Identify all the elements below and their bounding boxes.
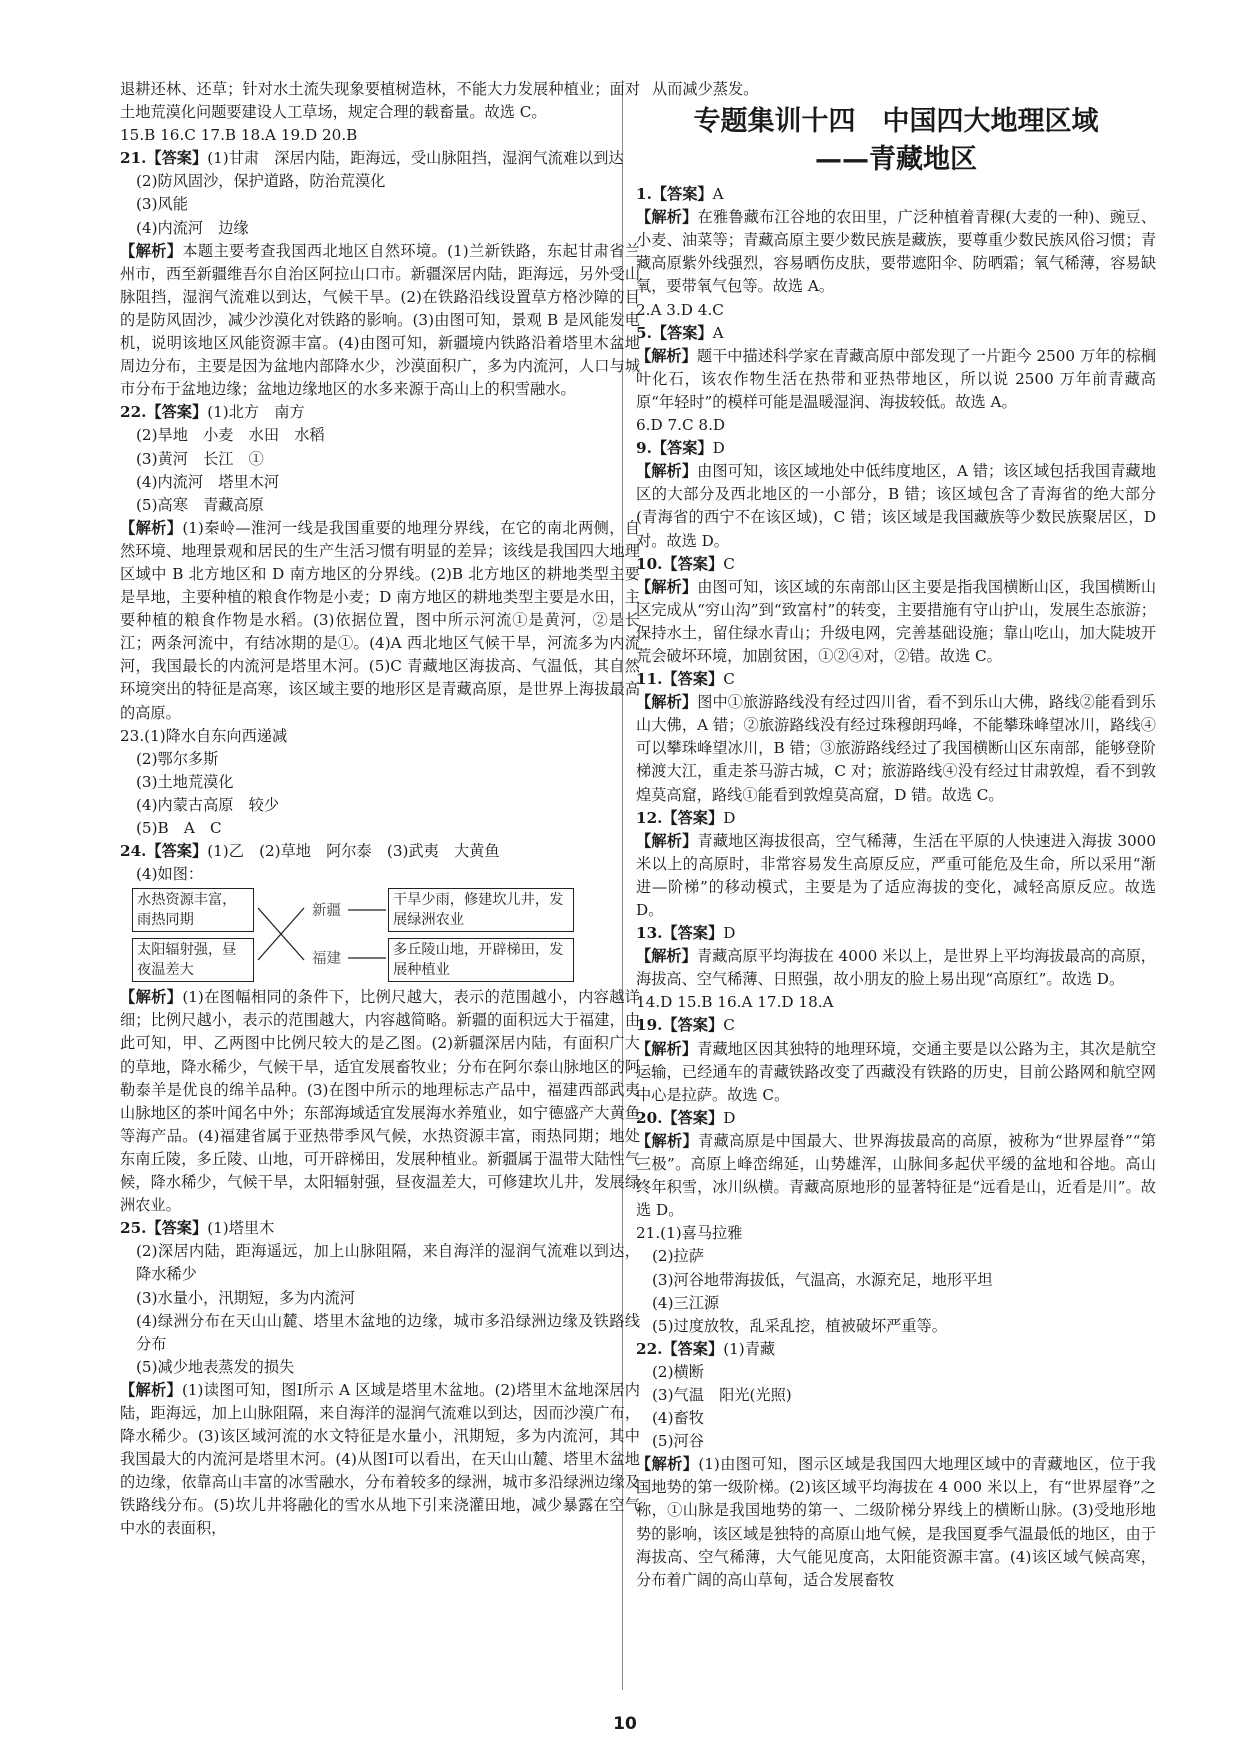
left-column <box>120 78 640 1541</box>
analysis-text: (1)读图可知，图Ⅰ所示 A 区域是塔里木盆地。(2)塔里木盆地深居内陆，距海远，加上山脉阻隔，来自海洋的湿润气流难以到达，因而沙漠广布，降水稀少。(3)该区域河流的水文特征是水量小，汛期短，多为内流河，其中我国最大的内流河是塔里木河。(4)从图Ⅰ可以看出，在天山山麓、塔里木盆地的边缘，依靠高山丰富的冰雪融水，分布着较多的绿洲，城市多沿绿洲边缘及铁路线分布。(5)坎儿井将融化的雪水从地下引来浇灌田地，减少暴露在空气中水的表面积， <box>120 1380 640 1538</box>
answer-tag: 22.【答案】 <box>636 1339 724 1358</box>
answer-line: (2)深居内陆，距海遥远，加上山脉阻隔，来自海洋的湿润气流难以到达，降水稀少 <box>136 1242 640 1284</box>
answer-line: 2.A 3.D 4.C <box>636 300 724 319</box>
diagram-label-fujian: 福建 <box>312 951 341 968</box>
analysis-tag: 【解析】 <box>120 241 183 260</box>
analysis-paragraph <box>636 1453 1156 1592</box>
analysis-text: (1)由图可知，图示区域是我国四大地理区域中的青藏地区，位于我国地势的第一级阶梯。(2)该区域平均海拔在 4 000 米以上，有“世界屋脊”之称，①山脉是我国地势的第一、二级阶梯分界线上的横断山脉。(3)受地形地势的影响，该区域是独特的高原山地气候，是我国夏季气温最低的地区，由于海拔高、空气稀薄，大气能见度高，太阳能资源丰富。(4)该区域气候高寒，分布着广阔的高山草甸，适合发展畜牧 <box>636 1455 1156 1589</box>
answer-line <box>636 183 1156 206</box>
text-paragraph: 退耕还林、还草；针对水土流失现象要植树造林，不能大力发展种植业；面对土地荒漠化问题要建设人工草场，规定合理的载畜量。故选 C。 <box>120 80 640 122</box>
analysis-tag: 【解析】 <box>120 1380 182 1399</box>
right-column <box>636 78 1156 1592</box>
answer-tag: 9.【答案】 <box>636 439 713 458</box>
analysis-paragraph <box>636 460 1156 552</box>
analysis-tag: 【解析】 <box>636 577 698 596</box>
analysis-text: 青藏地区因其独特的地理环境，交通主要是以公路为主，其次是航空运输，已经通车的青藏铁路改变了西藏没有铁路的历史，目前公路网和航空网中心是拉萨。故选 C。 <box>636 1039 1157 1104</box>
answer-line: (3)黄河 长江 ① <box>136 449 264 468</box>
analysis-text: 由图可知，该区域的东南部山区主要是指我国横断山区，我国横断山区完成从“穷山沟”到“致富村”的转变，主要措施有守山护山，发展生态旅游；保持水土，留住绿水青山；升级电网，完善基础设施；靠山吃山，加大陡坡开荒会破坏环境，加剧贫困，①②④对，②错。故选 C。 <box>636 577 1157 665</box>
answer-line: 23.(1)降水自东向西递减 <box>120 726 288 745</box>
analysis-text: (1)秦岭—淮河一线是我国重要的地理分界线，在它的南北两侧，自然环境、地理景观和居民的生产生活习惯有明显的差异；该线是我国四大地理区域中 B 北方地区和 D 南方地区的分界线。(2)B 北方地区的耕地类型主要是旱地，主要种植的粮食作物是小麦；D 南方地区的耕地类型主要是水田，主要种植的粮食作物是水稻。(3)依据位置，图中所示河流①是黄河，②是长江；两条河流中，有结冰期的是①。(4)A 西北地区气候干旱，河流多为内流河，我国最长的内流河是塔里木河。(5)C 青藏地区海拔高、气温低，其自然环境突出的特征是高寒，该区域主要的地形区是青藏高原，是世界上海拔最高的高原。 <box>120 518 640 722</box>
analysis-paragraph <box>120 986 640 1217</box>
analysis-tag: 【解析】 <box>636 1455 699 1474</box>
diagram-label-xinjiang: 新疆 <box>312 903 341 920</box>
answer-line: (2)横断 <box>652 1362 704 1381</box>
analysis-tag: 【解析】 <box>636 346 697 365</box>
analysis-tag: 【解析】 <box>636 831 698 850</box>
analysis-paragraph <box>120 1379 640 1541</box>
analysis-paragraph <box>636 691 1156 806</box>
analysis-text: 题干中描述科学家在青藏高原中部发现了一片距今 2500 万年的棕榈叶化石，该农作物生活在热带和亚热带地区，所以说 2500 万年前青藏高原“年轻时”的模样可能是温暖湿润、海拔较低。故选 A。 <box>636 346 1156 411</box>
analysis-text: 青藏高原平均海拔在 4000 米以上，是世界上平均海拔最高的高原，海拔高、空气稀薄、日照强，故小朋友的脸上易出现“高原红”。故选 D。 <box>636 947 1156 989</box>
answer-line: 6.D 7.C 8.D <box>636 416 726 435</box>
answer-text: (1)青藏 <box>723 1339 776 1358</box>
answer-tag: 20.【答案】 <box>636 1108 724 1127</box>
analysis-tag: 【解析】 <box>636 462 698 481</box>
answer-line: (4)三江源 <box>652 1293 720 1312</box>
analysis-text: 本题主要考查我国西北地区自然环境。(1)兰新铁路，东起甘肃省兰州市，西至新疆维吾尔自治区阿拉山口市。新疆深居内陆，距海远，另外受山脉阻挡，湿润气流难以到达，气候干旱。(2)在铁路沿线设置草方格沙障的目的是防风固沙，减少沙漠化对铁路的影响。(3)由图可知，景观 B 是风能发电机，说明该地区风能资源丰富。(4)由图可知，新疆境内铁路沿着塔里木盆地周边分布，主要是因为盆地内部降水少，沙漠面积广，多为内流河，人口与城市分布于盆地边缘；盆地边缘地区的水多来源于高山上的积雪融水。 <box>120 241 640 399</box>
answer-text: C <box>723 554 735 573</box>
diagram-box-fujian-trait: 水热资源丰富，雨热同期 <box>132 888 254 932</box>
answer-line: 14.D 15.B 16.A 17.D 18.A <box>636 993 834 1012</box>
page-number: 10 <box>613 1714 637 1734</box>
answer-line <box>636 1107 1156 1130</box>
analysis-paragraph <box>636 945 1156 991</box>
answer-line: (2)拉萨 <box>652 1247 704 1266</box>
answer-line <box>636 553 1156 576</box>
answer-line <box>636 1338 1156 1361</box>
answer-tag: 24.【答案】 <box>120 842 208 861</box>
answer-line <box>636 668 1156 691</box>
analysis-tag: 【解析】 <box>120 518 183 537</box>
answer-text: A <box>712 185 724 204</box>
analysis-paragraph <box>636 576 1156 668</box>
answer-line <box>120 840 640 863</box>
analysis-text: (1)在图幅相同的条件下，比例尺越大，表示的范围越小，内容越详细；比例尺越小，表示的范围越大，内容越简略。新疆的面积远大于福建，由此可知，甲、乙两图中比例尺较大的是乙图。(2)新疆深居内陆，有面积广大的草地，降水稀少，气候干旱，适宜发展畜牧业；分布在阿尔泰山脉地区的阿勒泰羊是优良的绵羊品种。(3)在图中所示的地理标志产品中，福建西部武夷山脉地区的茶叶闻名中外；东部海域适宜发展海水养殖业，如宁德盛产大黄鱼等海产品。(4)福建省属于亚热带季风气候，水热资源丰富，雨热同期；地处东南丘陵，多丘陵、山地，可开辟梯田，发展种植业。新疆属于温带大陆性气候，降水稀少，气候干旱，太阳辐射强，昼夜温差大，可修建坎儿井，发展绿洲农业。 <box>120 988 640 1215</box>
answer-tag: 11.【答案】 <box>636 670 724 689</box>
analysis-tag: 【解析】 <box>120 988 183 1007</box>
answer-line: (3)气温 阳光(光照) <box>652 1385 792 1404</box>
analysis-paragraph <box>120 240 640 402</box>
answer-text: (1)塔里木 <box>207 1219 275 1238</box>
answer-line <box>636 807 1156 830</box>
analysis-paragraph <box>636 206 1156 298</box>
answer-line <box>120 147 640 170</box>
answer-line: (2)鄂尔多斯 <box>136 749 219 768</box>
answer-line: (3)水量小，汛期短，多为内流河 <box>136 1288 355 1307</box>
analysis-paragraph <box>636 830 1156 922</box>
answer-tag: 13.【答案】 <box>636 924 724 943</box>
answer-line: (4)畜牧 <box>652 1409 704 1428</box>
analysis-text: 在雅鲁藏布江谷地的农田里，广泛种植着青稞(大麦的一种)、豌豆、小麦、油菜等；青藏高原主要少数民族是藏族，要尊重少数民族风俗习惯；青藏高原紫外线强烈，容易晒伤皮肤，要带遮阳伞、防晒霜；氧气稀薄，容易缺氧，要带氧气包等。故选 A。 <box>636 208 1157 296</box>
answer-line: (3)风能 <box>136 195 188 214</box>
comparison-diagram <box>132 888 640 984</box>
analysis-tag: 【解析】 <box>636 1039 698 1058</box>
answer-text: C <box>723 670 735 689</box>
answer-tag: 21.【答案】 <box>120 149 208 168</box>
answer-line: (4)内流河 塔里木河 <box>136 472 280 491</box>
answer-line: (4)内蒙古高原 较少 <box>136 795 280 814</box>
analysis-text: 图中①旅游路线没有经过四川省，看不到乐山大佛，路线②能看到乐山大佛，A 错；②旅游路线没有经过珠穆朗玛峰，不能攀珠峰望冰川，路线④可以攀珠峰望冰川，B 错；③旅游路线经过了我国横断山区东南部，能够登阶梯渡大江，重走茶马游古城，C 对；旅游路线④没有经过甘肃敦煌，看不到敦煌莫高窟，路线①能看到敦煌莫高窟，D 错。故选 C。 <box>636 693 1157 804</box>
analysis-paragraph <box>120 517 640 725</box>
answer-line <box>120 1217 640 1240</box>
answer-line <box>636 922 1156 945</box>
answer-line: (5)高寒 青藏高原 <box>136 495 264 514</box>
answer-line: (4)内流河 边缘 <box>136 218 249 237</box>
text-paragraph: 从而减少蒸发。 <box>652 80 759 98</box>
answer-line: (5)减少地表蒸发的损失 <box>136 1357 295 1376</box>
answer-line: (5)过度放牧，乱采乱挖，植被破坏严重等。 <box>652 1316 947 1335</box>
answer-line: (5)B A C <box>136 819 222 837</box>
answer-text: A <box>712 323 724 342</box>
answer-text: (1)北方 南方 <box>207 403 305 422</box>
answer-line: (4)如图： <box>136 865 204 884</box>
analysis-paragraph <box>636 345 1156 414</box>
analysis-tag: 【解析】 <box>636 693 698 712</box>
analysis-text: 由图可知，该区域地处中低纬度地区，A 错；该区域包括我国青藏地区的大部分及西北地区的一小部分，B 错；该区域包含了青海省的绝大部分(青海省的西宁不在该区域)，C 错；该区域是我国藏族等少数民族聚居区，D 对。故选 D。 <box>636 462 1157 550</box>
answer-tag: 1.【答案】 <box>636 185 713 204</box>
answer-text: C <box>723 1016 735 1035</box>
answer-tag: 12.【答案】 <box>636 808 724 827</box>
answer-line <box>120 401 640 424</box>
answer-line <box>636 437 1156 460</box>
answer-tag: 22.【答案】 <box>120 403 208 422</box>
answer-line: (5)河谷 <box>652 1432 704 1451</box>
answer-tag: 25.【答案】 <box>120 1219 208 1238</box>
answer-line: (2)防风固沙，保护道路，防治荒漠化 <box>136 172 386 191</box>
answer-line: 15.B 16.C 17.B 18.A 19.D 20.B <box>120 126 358 145</box>
answer-text: D <box>712 439 725 458</box>
answer-line <box>636 322 1156 345</box>
answer-tag: 10.【答案】 <box>636 554 724 573</box>
answer-tag: 19.【答案】 <box>636 1016 724 1035</box>
answer-tag: 5.【答案】 <box>636 323 713 342</box>
analysis-paragraph <box>636 1038 1156 1107</box>
answer-line: (2)旱地 小麦 水田 水稻 <box>136 426 325 445</box>
analysis-text: 青藏地区海拔很高，空气稀薄，生活在平原的人快速进入海拔 3000 米以上的高原时，非常容易发生高原反应，严重可能危及生命，所以采用“渐进—阶梯”的移动模式，主要是为了适应海拔的变化，减轻高原反应。故选 D。 <box>636 831 1157 919</box>
analysis-tag: 【解析】 <box>636 1131 699 1150</box>
analysis-paragraph <box>636 1130 1156 1222</box>
answer-line <box>636 1014 1156 1037</box>
section-title: 专题集训十四 中国四大地理区域 <box>693 106 1099 138</box>
answer-text: D <box>723 808 736 827</box>
diagram-box-fujian-agri: 多丘陵山地，开辟梯田，发展种植业 <box>388 938 574 982</box>
section-subtitle: ——青藏地区 <box>815 144 977 176</box>
answer-text: D <box>723 924 736 943</box>
answer-text: (1)甘肃 深居内陆，距海远，受山脉阻挡，湿润气流难以到达 <box>207 149 624 168</box>
analysis-tag: 【解析】 <box>636 208 698 227</box>
answer-text: D <box>723 1108 736 1127</box>
answer-line: 21.(1)喜马拉雅 <box>636 1224 743 1243</box>
answer-line: (3)土地荒漠化 <box>136 772 234 791</box>
diagram-box-xinjiang-agri: 干旱少雨，修建坎儿井，发展绿洲农业 <box>388 888 574 932</box>
answer-text: (1)乙 (2)草地 阿尔泰 (3)武夷 大黄鱼 <box>207 842 500 861</box>
diagram-box-xinjiang-trait: 太阳辐射强，昼夜温差大 <box>132 938 254 982</box>
answer-line: (4)绿洲分布在天山山麓、塔里木盆地的边缘，城市多沿绿洲边缘及铁路线分布 <box>136 1311 640 1353</box>
analysis-tag: 【解析】 <box>636 947 697 966</box>
answer-line: (3)河谷地带海拔低，气温高，水源充足，地形平坦 <box>652 1270 993 1289</box>
analysis-text: 青藏高原是中国最大、世界海拔最高的高原，被称为“世界屋脊”“第三极”。高原上峰峦绵延，山势雄浑，山脉间多起伏平缓的盆地和谷地。高山终年积雪，冰川纵横。青藏高原地形的显著特征是“远看是山，近看是川”。故选 D。 <box>636 1131 1157 1220</box>
